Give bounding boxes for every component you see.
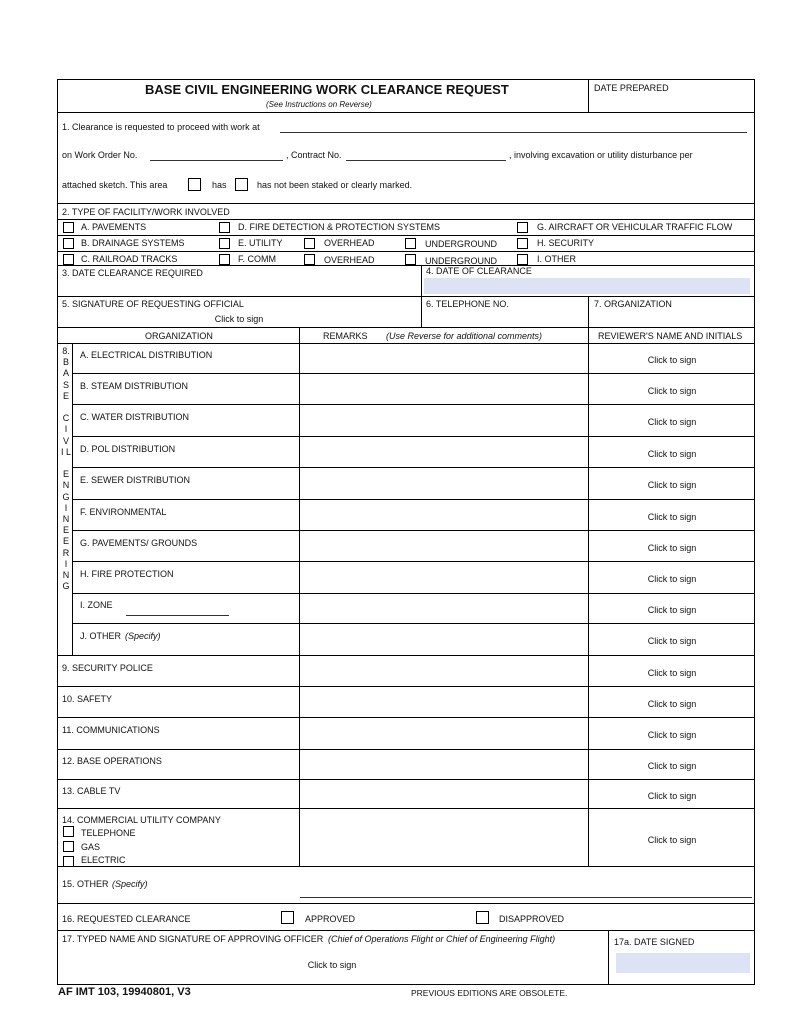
comm-underground-checkbox[interactable] [405,254,416,265]
row-remarks-field[interactable] [301,594,586,622]
row-label: 12. BASE OPERATIONS [62,756,162,766]
zone-field[interactable] [126,615,229,616]
obsolete-notice: PREVIOUS EDITIONS ARE OBSOLETE. [411,988,568,998]
row-label: F. ENVIRONMENTAL [80,506,167,517]
attached-sketch-text: attached sketch. This area [62,180,168,190]
traffic-flow-label: G. AIRCRAFT OR VEHICULAR TRAFFIC FLOW [537,222,733,232]
form-subtitle: (See Instructions on Reverse) [266,100,372,109]
security-checkbox[interactable] [517,238,528,249]
date-required-field[interactable] [62,280,418,294]
divider [57,327,755,328]
clearance-work-at-label: 1. Clearance is requested to proceed with work at [62,122,260,132]
utility-label: E. UTILITY [238,238,283,248]
divider [57,251,755,252]
requesting-signature-label: 5. SIGNATURE OF REQUESTING OFFICIAL [62,299,244,309]
row-reviewer-sign[interactable]: Click to sign [647,355,697,365]
row-reviewer-sign[interactable]: Click to sign [647,730,697,740]
utility-overhead-label: OVERHEAD [324,238,375,248]
traffic-flow-checkbox[interactable] [517,222,528,233]
comm-overhead-label: OVERHEAD [324,255,375,265]
row-label-note: (Specify) [125,631,161,641]
row-remarks-field[interactable] [301,624,586,654]
row-label: G. PAVEMENTS/ GROUNDS [80,537,198,548]
reviewer-divider [588,327,589,866]
work-order-label: on Work Order No. [62,150,138,160]
organization-label: 7. ORGANIZATION [594,299,672,309]
commercial-utility-sign[interactable]: Click to sign [647,835,697,845]
contract-field[interactable] [346,160,506,161]
divider [421,296,422,327]
date-signed-field[interactable] [616,953,750,973]
row-remarks-field[interactable] [301,718,586,748]
other-note: (Specify) [112,879,148,889]
telephone-utility-label: TELEPHONE [81,828,136,838]
row-reviewer-sign[interactable]: Click to sign [647,511,697,522]
requesting-signature-click[interactable]: Click to sign [214,314,264,324]
row-label: C. WATER DISTRIBUTION [80,412,189,422]
commercial-utility-label: 14. COMMERCIAL UTILITY COMPANY [62,815,221,825]
date-of-clearance-label: 4. DATE OF CLEARANCE [426,266,532,276]
row-reviewer-sign[interactable]: Click to sign [647,574,697,584]
contract-label: , Contract No. [286,150,342,160]
other-facility-label: I. OTHER [537,254,577,264]
row-label: E. SEWER DISTRIBUTION [80,475,191,485]
form-title: BASE CIVIL ENGINEERING WORK CLEARANCE REQUEST [145,82,509,97]
divider [57,296,755,297]
row-reviewer-sign[interactable]: Click to sign [647,605,697,615]
involving-text: , involving excavation or utility disturbance per [509,150,693,160]
row-reviewer-sign[interactable]: Click to sign [647,790,697,801]
date-of-clearance-field[interactable] [424,278,750,294]
col-remarks-header: REMARKS [323,331,368,341]
pavements-checkbox[interactable] [63,222,74,233]
divider [57,866,755,867]
row-remarks-field[interactable] [301,687,586,716]
row-remarks-field[interactable] [301,344,586,372]
row-remarks-field[interactable] [301,656,586,685]
divider [421,265,422,296]
date-signed-label: 17a. DATE SIGNED [614,937,695,947]
organization-field[interactable] [592,311,750,325]
date-required-label: 3. DATE CLEARANCE REQUIRED [62,268,203,278]
approving-officer-sign[interactable]: Click to sign [307,960,357,970]
row-label: 10. SAFETY [62,693,113,704]
row-reviewer-sign[interactable]: Click to sign [647,761,697,771]
row-label: B. STEAM DISTRIBUTION [80,380,189,391]
fire-detection-label: D. FIRE DETECTION & PROTECTION SYSTEMS [238,222,441,232]
requested-clearance-label: 16. REQUESTED CLEARANCE [62,914,191,924]
row-reviewer-sign[interactable]: Click to sign [647,542,697,553]
utility-underground-label: UNDERGROUND [425,239,497,249]
row-remarks-field[interactable] [301,750,586,778]
row-reviewer-sign[interactable]: Click to sign [647,667,697,678]
telephone-field[interactable] [424,311,584,325]
row-label: 11. COMMUNICATIONS [62,725,160,735]
row-remarks-field[interactable] [301,780,586,807]
divider [57,930,755,931]
row-reviewer-sign[interactable]: Click to sign [647,636,697,646]
divider [608,930,609,985]
row-remarks-field[interactable] [301,500,586,529]
utility-checkbox[interactable] [219,238,230,249]
row-remarks-field[interactable] [301,374,586,403]
approving-officer-label: 17. TYPED NAME AND SIGNATURE OF APPROVING OFFICER [62,934,324,944]
base-civil-engineering-vertical-label: 8. B A S E C I V I L E N G I N E E R I N G [61,346,72,592]
divider [57,203,755,204]
row-reviewer-sign[interactable]: Click to sign [647,385,697,396]
drainage-label: B. DRAINAGE SYSTEMS [81,238,185,248]
divider [57,112,755,113]
col-remarks-note: (Use Reverse for additional comments) [386,331,543,341]
facility-heading: 2. TYPE OF FACILITY/WORK INVOLVED [62,207,230,217]
railroad-checkbox[interactable] [63,254,74,265]
divider [57,903,755,904]
form-id: AF IMT 103, 19940801, V3 [58,986,191,998]
security-label: H. SECURITY [537,238,595,248]
row-label: A. ELECTRICAL DISTRIBUTION [80,350,213,360]
row-remarks-field[interactable] [301,531,586,560]
has-label: has [212,180,227,190]
telephone-utility-checkbox[interactable] [63,826,74,837]
other-facility-checkbox[interactable] [517,254,528,265]
divider [588,296,589,327]
remarks-divider [299,327,300,808]
comm-label: F. COMM [238,254,276,264]
row-remarks-field[interactable] [301,437,586,466]
approved-checkbox[interactable] [281,911,294,924]
fire-detection-checkbox[interactable] [219,222,230,233]
date-prepared-label: DATE PREPARED [594,83,669,93]
row-reviewer-sign[interactable]: Click to sign [647,417,697,427]
row-label: I. ZONE [80,600,113,610]
row-divider [57,808,755,809]
work-order-field[interactable] [150,160,283,161]
row-remarks-field[interactable] [301,562,586,592]
disapproved-checkbox[interactable] [476,911,489,924]
row-reviewer-sign[interactable]: Click to sign [647,698,697,709]
drainage-checkbox[interactable] [63,238,74,249]
pavements-label: A. PAVEMENTS [81,222,147,232]
has-not-label: has not been staked or clearly marked. [257,180,413,190]
row-remarks-field[interactable] [301,405,586,435]
divider [57,235,755,236]
divider [57,219,755,220]
row-label: 13. CABLE TV [62,785,121,796]
row-remarks-field[interactable] [301,468,586,498]
gas-utility-label: GAS [81,842,101,852]
comm-underground-label: UNDERGROUND [425,256,497,266]
gas-utility-checkbox[interactable] [63,841,74,852]
work-location-field[interactable] [280,132,747,133]
row-label: 9. SECURITY POLICE [62,662,153,673]
electric-utility-label: ELECTRIC [81,855,126,865]
has-not-checkbox[interactable] [235,178,248,191]
comm-overhead-checkbox[interactable] [304,254,315,265]
row-label: D. POL DISTRIBUTION [80,443,176,454]
row-label: J. OTHER [80,631,122,641]
utility-underground-checkbox[interactable] [405,238,416,249]
col-organization-header: ORGANIZATION [145,331,213,341]
col-reviewer-header: REVIEWER'S NAME AND INITIALS [598,331,743,341]
approving-officer-note: (Chief of Operations Flight or Chief of Engineering Flight) [328,934,556,944]
has-checkbox[interactable] [188,178,201,191]
divider [57,265,755,266]
date-prepared-field[interactable] [592,95,750,110]
utility-overhead-checkbox[interactable] [304,238,315,249]
other-field[interactable] [300,897,752,898]
disapproved-label: DISAPPROVED [499,914,565,924]
row-label: H. FIRE PROTECTION [80,569,174,579]
row-reviewer-sign[interactable]: Click to sign [647,448,697,459]
telephone-label: 6. TELEPHONE NO. [426,299,509,309]
remarks-divider [299,808,300,866]
row-reviewer-sign[interactable]: Click to sign [647,480,697,490]
railroad-label: C. RAILROAD TRACKS [81,254,178,264]
other-label: 15. OTHER [62,879,109,889]
header-divider [588,79,589,112]
approved-label: APPROVED [305,914,356,924]
comm-checkbox[interactable] [219,254,230,265]
